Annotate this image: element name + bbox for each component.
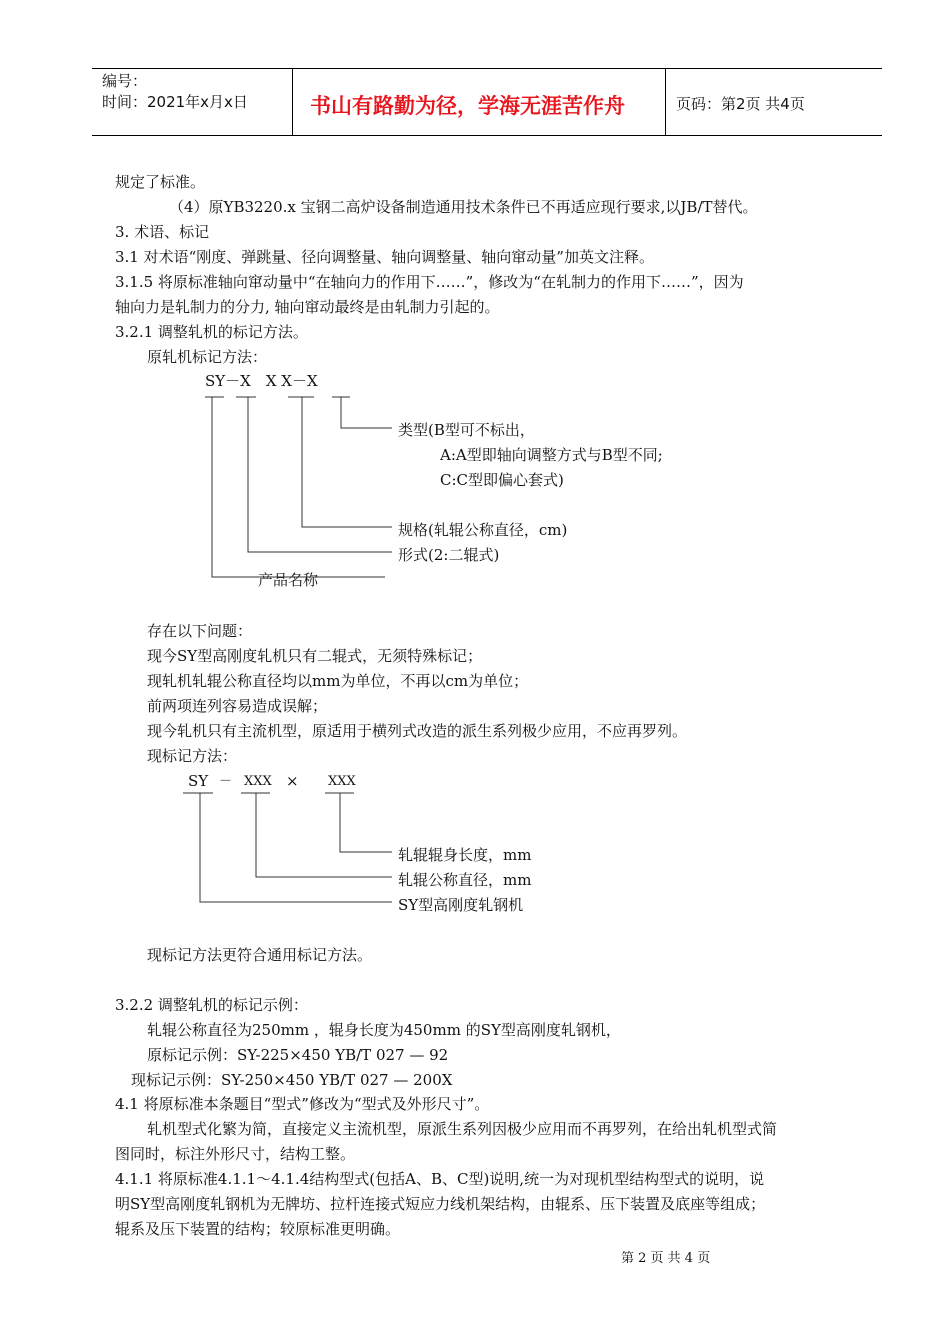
old-label-type: 类型(B型可不标出， <box>398 421 535 439</box>
paragraph: 3.1 对术语“刚度、弹跳量、径向调整量、轴向调整量、轴向窜动量”加英文注释。 <box>115 248 654 266</box>
issues-title: 存在以下问题： <box>147 622 253 640</box>
paragraph: 4.1.1 将原标准4.1.1～4.1.4结构型式(包括A、B、C型)说明,统一为对现机型结构型式的说明，说 <box>115 1170 765 1188</box>
new-label-type: SY型高刚度轧钢机 <box>398 896 524 914</box>
paragraph: （4）原YB3220.x 宝钢二高炉设备制造通用技术条件已不再适应现行要求,以JB/T替代。 <box>169 198 758 216</box>
section-heading: 3. 术语、标记 <box>115 223 210 241</box>
issue-item: 现今SY型高刚度轧机只有二辊式，无须特殊标记； <box>147 647 483 665</box>
old-label-type-a: A:A型即轴向调整方式与B型不同; <box>440 446 663 464</box>
paragraph: 原轧机标记方法： <box>147 348 268 366</box>
old-label-type-c: C:C型即偏心套式) <box>440 471 564 489</box>
paragraph: 辊系及压下装置的结构；较原标准更明确。 <box>115 1220 401 1238</box>
paragraph: 原标记示例：SY-225×450 YB/T 027 — 92 <box>147 1046 449 1064</box>
paragraph: 轧机型式化繁为简，直接定义主流机型，原派生系列因极少应用而不再罗列，在给出轧机型式简 <box>147 1120 778 1138</box>
paragraph: 现标记方法更符合通用标记方法。 <box>147 946 373 964</box>
old-label-product: 产品名称 <box>258 571 319 589</box>
old-label-form: 形式(2:二辊式) <box>398 546 500 564</box>
new-mark-xxx2: XXX <box>328 774 356 789</box>
issue-item: 现今轧机只有主流机型，原适用于横列式改造的派生系列极少应用，不应再罗列。 <box>147 722 688 740</box>
new-mark-dash: － <box>219 774 233 789</box>
old-label-spec: 规格(轧辊公称直径，cm) <box>398 521 568 539</box>
paragraph: 3.1.5 将原标准轴向窜动量中“在轴向力的作用下……”，修改为“在轧制力的作用下……”，因为 <box>115 273 744 291</box>
issue-item: 现轧机轧辊公称直径均以mm为单位，不再以cm为单位； <box>147 672 529 690</box>
paragraph: 明SY型高刚度轧钢机为无牌坊、拉杆连接式短应力线机架结构，由辊系、压下装置及底座等组成； <box>115 1195 766 1213</box>
paragraph: 3.2.1 调整轧机的标记方法。 <box>115 323 308 341</box>
footer-page-number: 第 2 页 共 4 页 <box>621 1251 711 1266</box>
new-mark-times: × <box>286 772 299 790</box>
paragraph: 图同时，标注外形尺寸，结构工整。 <box>115 1145 356 1163</box>
header-number: 编号： <box>102 72 148 90</box>
paragraph: 规定了标准。 <box>115 173 206 191</box>
paragraph: 轴向力是轧制力的分力, 轴向窜动最终是由轧制力引起的。 <box>115 298 500 316</box>
paragraph: 现标记示例：SY-250×450 YB/T 027 — 200X <box>131 1071 453 1089</box>
old-mark-code: SY－X X X－X <box>205 372 318 390</box>
issue-item: 前两项连列容易造成误解； <box>147 697 328 715</box>
paragraph: 3.2.2 调整轧机的标记示例： <box>115 996 308 1014</box>
new-label-diameter: 轧辊公称直径，mm <box>398 871 532 889</box>
new-label-length: 轧辊辊身长度，mm <box>398 846 532 864</box>
header-page: 页码：第2页 共4页 <box>676 95 805 113</box>
new-mark-xxx1: XXX <box>244 774 272 789</box>
new-mark-sy: SY <box>188 772 209 790</box>
header-motto: 书山有路勤为径，学海无涯苦作舟 <box>310 94 625 118</box>
header-time: 时间：2021年x月x日 <box>102 93 248 111</box>
new-title: 现标记方法： <box>147 747 238 765</box>
paragraph: 轧辊公称直径为250mm ，辊身长度为450mm 的SY型高刚度轧钢机， <box>147 1021 621 1039</box>
paragraph: 4.1 将原标准本条题目“型式”修改为“型式及外形尺寸”。 <box>115 1095 490 1113</box>
